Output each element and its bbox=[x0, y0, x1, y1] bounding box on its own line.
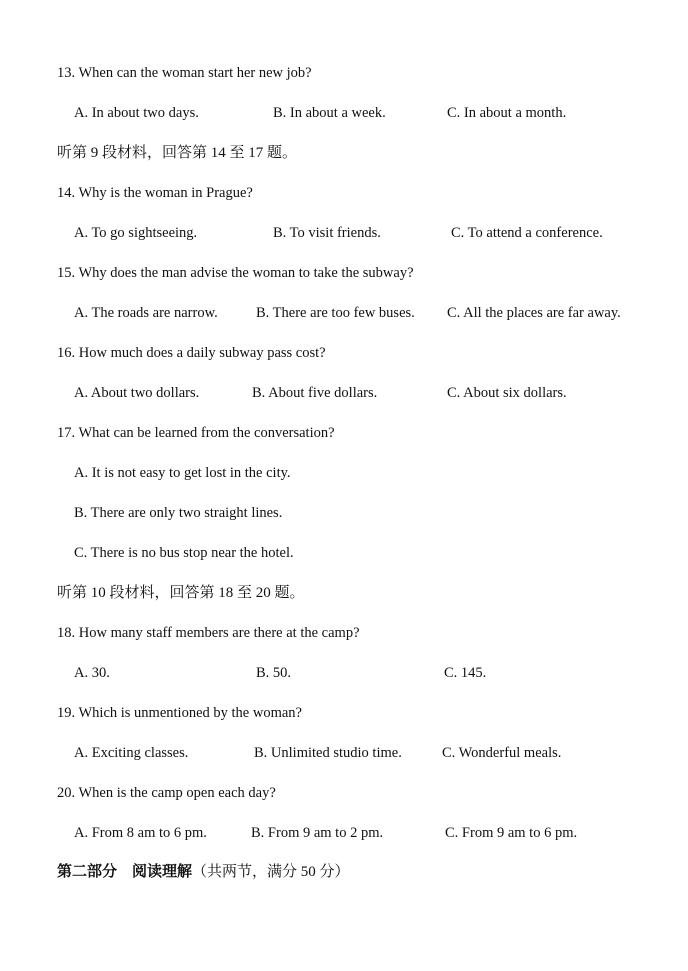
q18-option-a: A. 30. bbox=[74, 665, 110, 681]
q20-option-c: C. From 9 am to 6 pm. bbox=[445, 825, 578, 841]
q14-option-c: C. To attend a conference. bbox=[451, 225, 603, 241]
question-15-stem: 15. Why does the man advise the woman to take the subway? bbox=[57, 265, 414, 281]
q20-option-b: B. From 9 am to 2 pm. bbox=[251, 825, 384, 841]
q13-option-a: A. In about two days. bbox=[74, 105, 199, 121]
q15-option-a: A. The roads are narrow. bbox=[74, 305, 218, 321]
q16-option-a: A. About two dollars. bbox=[74, 385, 200, 401]
q14-option-b: B. To visit friends. bbox=[273, 225, 381, 241]
part-2-note: （共两节，满分 50 分） bbox=[192, 864, 350, 880]
q13-option-c: C. In about a month. bbox=[447, 105, 567, 121]
question-13-stem: 13. When can the woman start her new job? bbox=[57, 65, 312, 81]
q18-option-b: B. 50. bbox=[256, 665, 292, 681]
q17-option-b: B. There are only two straight lines. bbox=[74, 505, 283, 521]
q15-option-c: C. All the places are far away. bbox=[447, 305, 621, 321]
q19-option-c: C. Wonderful meals. bbox=[442, 745, 562, 761]
q17-option-c: C. There is no bus stop near the hotel. bbox=[74, 545, 294, 561]
q16-option-c: C. About six dollars. bbox=[447, 385, 567, 401]
question-16-stem: 16. How much does a daily subway pass cost? bbox=[57, 345, 326, 361]
section-9-instruction: 听第 9 段材料，回答第 14 至 17 题。 bbox=[57, 145, 298, 161]
q13-option-b: B. In about a week. bbox=[273, 105, 386, 121]
q16-option-b: B. About five dollars. bbox=[252, 385, 378, 401]
question-19-stem: 19. Which is unmentioned by the woman? bbox=[57, 705, 302, 721]
q20-option-a: A. From 8 am to 6 pm. bbox=[74, 825, 207, 841]
q15-option-b: B. There are too few buses. bbox=[256, 305, 415, 321]
question-17-stem: 17. What can be learned from the conversation? bbox=[57, 425, 335, 441]
section-10-instruction: 听第 10 段材料，回答第 18 至 20 题。 bbox=[57, 585, 305, 601]
q18-option-c: C. 145. bbox=[444, 665, 487, 681]
q14-option-a: A. To go sightseeing. bbox=[74, 225, 198, 241]
q19-option-a: A. Exciting classes. bbox=[74, 745, 189, 761]
question-20-stem: 20. When is the camp open each day? bbox=[57, 785, 276, 801]
part-2-heading bbox=[57, 860, 350, 884]
question-18-stem: 18. How many staff members are there at the camp? bbox=[57, 625, 360, 641]
q17-option-a: A. It is not easy to get lost in the city. bbox=[74, 465, 291, 481]
part-2-title: 第二部分 阅读理解 bbox=[57, 864, 193, 880]
q19-option-b: B. Unlimited studio time. bbox=[254, 745, 402, 761]
question-14-stem: 14. Why is the woman in Prague? bbox=[57, 185, 253, 201]
